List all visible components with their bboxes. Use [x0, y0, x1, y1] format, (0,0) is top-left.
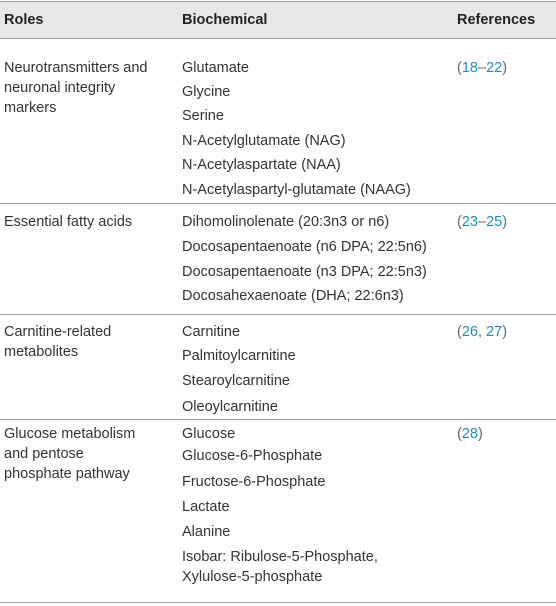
reference-link[interactable]: 23 — [461, 214, 478, 230]
biochemical-item: Oleoylcarnitine — [182, 399, 278, 415]
group-divider — [0, 203, 556, 204]
biochemical-item: Docosapentaenoate (n3 DPA; 22:5n3) — [182, 264, 427, 280]
group-divider — [0, 419, 556, 420]
biochemical-item: N-Acetylglutamate (NAG) — [182, 133, 346, 149]
header-roles: Roles — [4, 12, 44, 28]
biochemical-item: Docosapentaenoate (n6 DPA; 22:5n6) — [182, 239, 427, 255]
biochemical-item: N-Acetylaspartyl-glutamate (NAAG) — [182, 182, 411, 198]
biochemical-item: Fructose-6-Phosphate — [182, 474, 326, 490]
biochemical-item: Glycine — [182, 84, 231, 100]
bottom-rule — [0, 602, 556, 603]
reference-link[interactable]: 27 — [486, 324, 503, 340]
role-cell: Glucose metabolism and pentose phosphate pathway — [4, 426, 136, 482]
reference-cell: (18–22) — [457, 60, 508, 76]
biochemical-item: Carnitine — [182, 324, 241, 340]
header-references: References — [457, 12, 536, 28]
biochemical-item: Dihomolinolenate (20:3n3 or n6) — [182, 214, 390, 230]
biochemical-item: Palmitoylcarnitine — [182, 348, 296, 364]
reference-link[interactable]: 18 — [461, 60, 478, 76]
reference-cell: (28) — [457, 426, 483, 442]
role-cell: Neurotransmitters and neuronal integrity markers — [4, 60, 148, 116]
role-cell: Essential fatty acids — [4, 214, 133, 230]
biochemical-item: Serine — [182, 108, 224, 124]
role-cell: Carnitine-related metabolites — [4, 324, 112, 360]
reference-link[interactable]: 28 — [461, 426, 478, 442]
biochemical-item: Lactate — [182, 499, 230, 515]
reference-link[interactable]: 25 — [486, 214, 503, 230]
biochemical-item: N-Acetylaspartate (NAA) — [182, 157, 341, 173]
biochemical-item: Glutamate — [182, 60, 249, 76]
group-divider — [0, 314, 556, 315]
header-rule — [0, 38, 556, 39]
reference-link[interactable]: 26 — [461, 324, 478, 340]
reference-cell: (23–25) — [457, 214, 508, 230]
biochemical-item: Alanine — [182, 524, 231, 540]
biochemical-item: Glucose-6-Phosphate — [182, 448, 323, 464]
biochemical-item: Stearoylcarnitine — [182, 373, 290, 389]
biochemical-item: Isobar: Ribulose-5-Phosphate, Xylulose-5-phosphate — [182, 549, 378, 585]
top-rule — [0, 1, 556, 2]
reference-cell: (26, 27) — [457, 324, 508, 340]
biochemical-item: Glucose — [182, 426, 236, 442]
biochemical-item: Docosahexaenoate (DHA; 22:6n3) — [182, 288, 404, 304]
header-biochemical: Biochemical — [182, 12, 268, 28]
reference-link[interactable]: 22 — [486, 60, 503, 76]
